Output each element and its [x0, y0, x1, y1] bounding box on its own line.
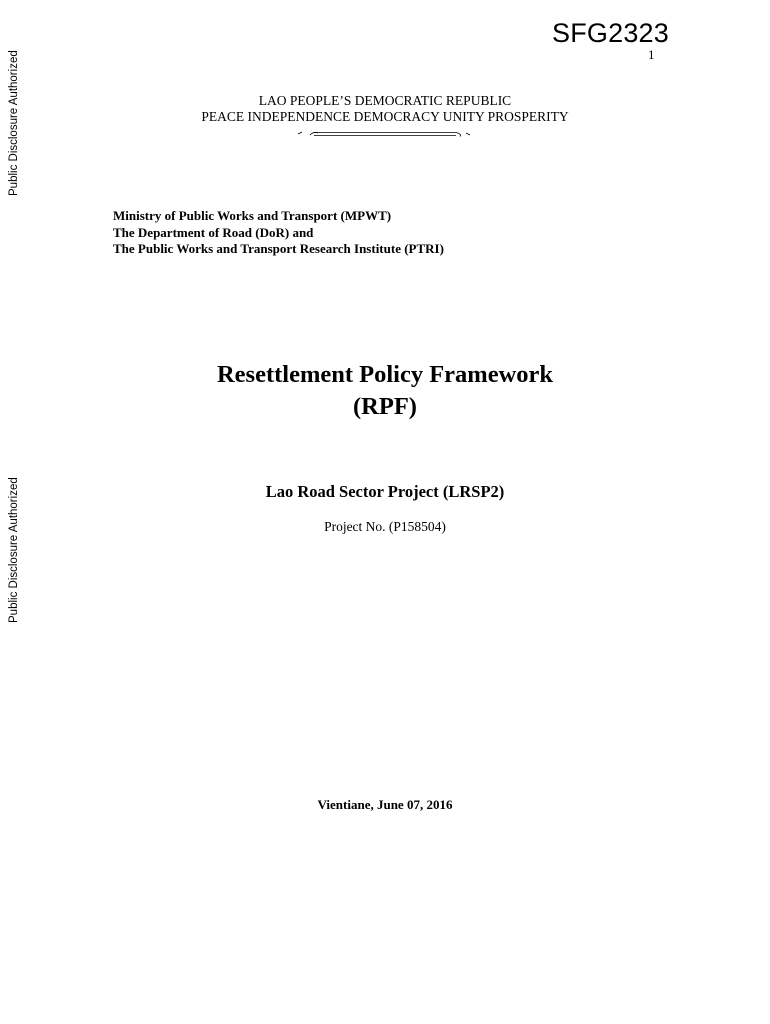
page-number: 1 [648, 47, 655, 62]
document-subtitle: (RPF) [353, 393, 417, 420]
national-motto: PEACE INDEPENDENCE DEMOCRACY UNITY PROSPERITY [201, 109, 569, 124]
disclosure-watermark-top: Public Disclosure Authorized [8, 50, 20, 196]
document-title: Resettlement Policy Framework [216, 361, 554, 388]
country-heading: LAO PEOPLE’S DEMOCRATIC REPUBLIC [258, 93, 512, 108]
disclosure-watermark-middle: Public Disclosure Authorized [8, 477, 20, 623]
organization-line: The Department of Road (DoR) and [113, 225, 314, 240]
project-number: Project No. (P158504) [324, 519, 446, 534]
decorative-divider [296, 128, 476, 140]
project-name: Lao Road Sector Project (LRSP2) [265, 482, 505, 501]
document-id: SFG2323 [552, 18, 669, 48]
organization-line: The Public Works and Transport Research Institute (PTRI) [113, 241, 444, 256]
place-and-date: Vientiane, June 07, 2016 [317, 797, 453, 812]
organization-line: Ministry of Public Works and Transport (MPWT) [113, 208, 392, 223]
